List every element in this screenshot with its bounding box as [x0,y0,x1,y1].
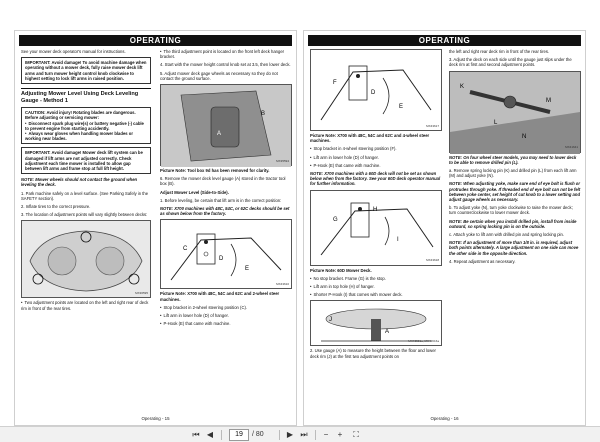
toolbar-divider [279,430,280,440]
caution-title: CAUTION: Avoid injury! Rotating blades are dangerous. Before adjusting or servicing mower: [25,110,136,121]
gauge-toolbox-photo [160,84,292,166]
note-text: NOTE: Mower wheels should not contact the ground when leveling the deck. [21,177,138,188]
page-footer: Operating - 16 [430,416,459,421]
bullet-text: • Stop bracket in 4-wheel steering position (F). [310,146,442,151]
caution-bullet: • Always wear gloves when handling mower blades or working near blades. [25,131,147,141]
svg-text:F: F [333,80,337,86]
svg-text:G: G [333,216,338,223]
right-column-2 [449,49,581,267]
note-text: NOTE: X700 machines with 48C, 54C, or 62C decks should be set as shown below from the factory. [160,206,290,217]
image-id: MX43617 [426,123,439,128]
page-number-input[interactable]: 19 [229,429,249,441]
picture-note: Picture Note: X700 with 48C, 54C and 62C and 2-wheel steer machines. [160,291,280,302]
caution-bullet: • Disconnect spark plug wire(s) or battery negative (-) cable to prevent engine from starting accidently. [25,121,147,131]
svg-text:L: L [494,119,498,126]
svg-text:A: A [217,131,222,138]
bullet-text: • Two adjustment points are located on the left and right rear of deck rim in front of the rear tires. [21,300,151,310]
step-text: 6. Remove the mower deck level gauge (A) stored in the tractor tool box (B). [160,176,286,187]
60d-deck-diagram [310,190,442,266]
page-operating-15 [14,30,297,426]
page-header: OPERATING [19,35,292,46]
svg-text:K: K [460,83,465,90]
svg-text:B: B [261,111,266,118]
step-text: 1. Park machine safely on a level surface. (See Parking Safely in the SAFETY section). [21,190,149,201]
image-id: MX43618 [426,258,439,263]
sub-heading: Adjust Mower Level (Side-to-Side). [160,189,229,195]
intro-text: See your mower deck operator's manual for instructions. [21,49,126,54]
section-heading: Adjusting Mower Level Using Deck Leveling Gauge - Method 1 [21,88,151,104]
step-text: 4. Start with the mower height control knob set at 3.5, then lower deck. [160,62,291,68]
image-id: MX43591a, MX43616a [408,339,439,344]
image-id: MX41641 [565,145,578,150]
svg-text:A: A [385,329,390,336]
bullet-text: • The third adjustment point is located on the front left deck hanger bracket. [160,49,292,59]
step-text: a. Remove spring locking pin (K) and drilled pin (L) from each lift arm (M) and adjust yoke (N). [449,168,577,179]
picture-note: Picture Note: Tool box 9d has been removed for clarity. [160,168,270,174]
note-text: NOTE: If an adjustment of more than 1/8 in. is required, adjust both points alternately. A large adjustment on one side can move the other side in the opposite direction. [449,240,579,256]
total-pages-label: / 80 [252,431,264,438]
right-column-1 [310,49,442,362]
mower-deck-illustration [21,220,151,298]
image-id: MX36595 [135,291,148,296]
step-text: the left and right rear deck rim in front of the rear tires. [449,49,550,54]
svg-text:E: E [245,266,250,273]
bullet-text: • P-Hook (E) that came with machine. [160,321,292,326]
svg-text:I: I [397,236,399,243]
left-column-1 [21,49,151,314]
step-text: 2. Inflate tires to the correct pressure. [21,204,91,210]
gauge-measure-diagram [310,300,442,346]
page-header: OPERATING [308,35,581,46]
step-text: b. To adjust yoke (N), turn yoke clockwise to raise the mower deck; turn counterclockwise to lower mower deck. [449,205,573,216]
svg-text:N: N [522,133,527,140]
step-text: 4. Repeat adjustment as necessary. [449,258,516,264]
lift-arm-diagram [160,219,292,289]
step-text: c. Attach yoke to lift arm with drilled pin and spring locking pin. [449,232,564,238]
svg-text:J: J [329,317,332,324]
four-wheel-steer-diagram [310,49,442,131]
bullet-text: • Shorter P-Hook (I) that comes with mower deck. [310,292,442,297]
viewer-toolbar [0,426,600,442]
left-column-2 [160,49,292,329]
step-text: 3. The location of adjustment points will vary slightly between decks: [21,212,148,218]
bullet-text: • Lift arm in lower hole (D) of hanger. [310,155,442,160]
page-footer: Operating - 15 [141,416,170,421]
bullet-text: • Lift arm in lower hole (D) of hanger. [160,313,292,318]
step-text: 2. Use gauge (A) to measure the height between the floor and lower deck rim (J) at the first two adjustment points on [310,348,436,359]
image-id: MX43610 [276,282,289,287]
svg-text:M: M [546,97,551,104]
bullet-text: • No stop bracket. Frame (G) is the stop. [310,276,442,281]
important-box: IMPORTANT: Avoid damage! To avoid machine damage when operating without a mower deck, fully raise mower deck lift arms and turn mower height control knob clockwise to highest setting to lock lift arms in raised position. [21,57,151,84]
bullet-text: • Stop bracket in 2-wheel steering position (C). [160,305,292,310]
svg-text:D: D [219,256,224,263]
last-page-icon[interactable]: ⏭ [300,430,308,439]
fullscreen-icon[interactable]: ⛶ [353,430,359,439]
yoke-adjust-photo [449,71,581,153]
previous-page-icon[interactable]: ◀ [206,430,214,439]
page-operating-16 [303,30,586,426]
note-text: NOTE: On four wheel steer models, you may need to lower deck to be able to remove drilled pin (L). [449,154,577,165]
svg-text:D: D [371,90,376,96]
svg-text:C: C [183,246,188,253]
caution-box [21,107,151,144]
step-text: 1. Before leveling, be certain that lift arm is in the correct position: [160,197,282,203]
important-box: IMPORTANT: Avoid damage! Mower deck lift system can be damaged if lift arms are not adjusted correctly. Check adjustment each time mower is installed to allow gap between lift arms and frame stop at full lift height. [21,147,151,174]
svg-text:E: E [399,104,404,110]
note-text: NOTE: Be certain when you install drilled pin, install from inside outward, so spring locking pin is on the outside. [449,218,577,229]
next-page-icon[interactable]: ▶ [286,430,294,439]
picture-note: Picture Note: 60D Mower Deck. [310,267,372,273]
step-text: 5. Adjust mower deck gage wheels as necessary so they do not contact the ground surface. [160,70,278,81]
svg-text:H: H [373,206,378,213]
picture-note: Picture Note: X700 with 48C, 54C and 62C and 4-wheel steer machines. [310,133,430,144]
toolbar-divider [315,430,316,440]
toolbar-divider [221,430,222,440]
image-id: MX35594 [276,158,289,163]
step-text: 3. Adjust the deck on each side until the gauge just slips under the deck rim at first and second adjustment points. [449,57,572,68]
zoom-in-icon[interactable]: + [337,430,343,439]
zoom-out-icon[interactable]: − [323,430,329,439]
first-page-icon[interactable]: ⏮ [192,430,200,439]
note-text: NOTE: When adjusting yoke, make sure end of eye bolt is flush or protrudes through yoke. If threaded end of eye bolt can not be felt between yoke center, set height of cut knob to a lower setting and adjust gauge wheels as necessary. [449,181,581,203]
bullet-text: • P-Hook (E) that came with machine. [310,163,442,168]
note-text: NOTE: X700 machines with a 60D deck will not be set as shown below when from the factory. See your 60D deck operator manual for further information. [310,171,441,187]
bullet-text: • Lift arm in top hole (H) of hanger. [310,284,442,289]
